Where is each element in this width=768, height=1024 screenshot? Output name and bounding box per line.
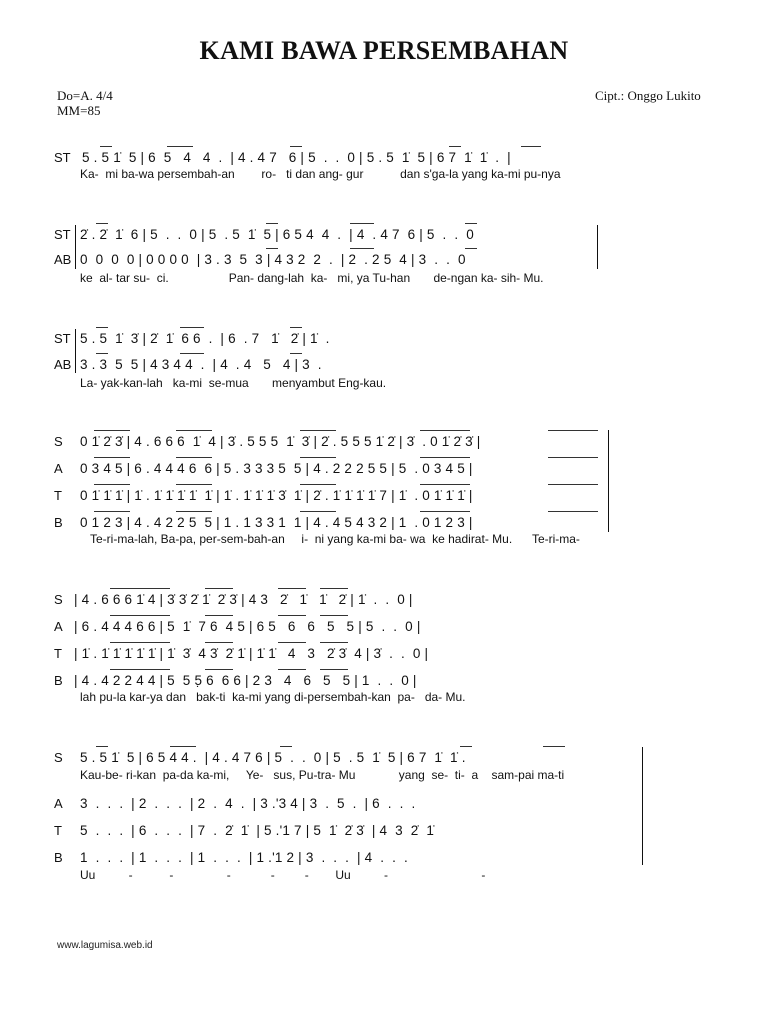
lyrics-soprano: Kau-be- ri-kan pa-da ka-mi, Ye- sus, Pu-tra- Mu yang se- ti- a sam-pai ma-ti bbox=[80, 768, 565, 782]
notes-soprano: 0 1̇ 2̇ 3̇ | 4 . 6 6 6 1̇ 4 | 3̇ . 5 5 5 1̇ 3̇ | 2̇ . 5 5 5 1̇ 2̇ | 3̇ . 0 1̇ 2̇ 3̇ | bbox=[80, 434, 481, 449]
beam-line bbox=[300, 457, 336, 458]
beam-line bbox=[96, 353, 108, 354]
voice-label-t: T bbox=[54, 488, 62, 503]
beam-line bbox=[176, 484, 212, 485]
notes-bass: 0 1 2 3 | 4 . 4 2 2 5 5 | 1 . 1 3 3 1 1 | 4 . 4 5 4 3 2 | 1 . 0 1 2 3 | bbox=[80, 515, 473, 530]
voice-label-b: B bbox=[54, 673, 63, 688]
song-title: KAMI BAWA PERSEMBAHAN bbox=[199, 36, 569, 65]
notes-st: 5 . 5 1̇ 3̇ | 2̇ 1̇ 6 6 . | 6 . 7 1̇ 2̇ | 1̇ . bbox=[80, 331, 330, 346]
beam-line bbox=[300, 484, 336, 485]
beam-line bbox=[320, 669, 348, 670]
beam-line bbox=[290, 353, 302, 354]
beam-line bbox=[205, 615, 233, 616]
notes-soprano: 5 . 5 1̇ 5 | 6 5 4 4 . | 4 . 4 7 6 | 5 . . 0 | 5 . 5 1̇ 5 | 6 7 1̇ 1̇ . bbox=[80, 750, 466, 765]
beam-line bbox=[420, 484, 470, 485]
beam-line bbox=[170, 746, 196, 747]
beam-line bbox=[420, 511, 470, 512]
voice-label-st: ST bbox=[54, 227, 71, 242]
beam-line bbox=[290, 146, 302, 147]
bar-line bbox=[597, 225, 598, 269]
beam-line bbox=[320, 615, 348, 616]
lyrics-line: lah pu-la kar-ya dan bak-ti ka-mi yang di-persembah-kan pa- da- Mu. bbox=[80, 690, 466, 704]
beam-line bbox=[350, 223, 374, 224]
beam-line bbox=[320, 642, 348, 643]
beam-line bbox=[548, 430, 598, 431]
beam-line bbox=[420, 457, 470, 458]
beam-line bbox=[280, 746, 292, 747]
beam-line bbox=[548, 511, 598, 512]
beam-line bbox=[320, 588, 348, 589]
beam-line bbox=[110, 615, 170, 616]
voice-label-st: ST bbox=[54, 331, 71, 346]
notes-tenor: 0 1̇ 1̇ 1̇ | 1̇ . 1̇ 1̇ 1̇ 1̇ 1̇ | 1̇ . 1̇ 1̇ 1̇ 3̇ 1̇ | 2̇ . 1̇ 1̇ 1̇ 1̇ 7 | 1̇ . 0 1̇ 1̇ 1̇ | bbox=[80, 488, 473, 503]
notes-alto: 3 . . . | 2 . . . | 2 . 4 . | 3 .'3 4 | 3 . 5 . | 6 . . . bbox=[80, 796, 416, 811]
beam-line bbox=[176, 430, 212, 431]
bar-line bbox=[75, 225, 76, 269]
beam-line bbox=[521, 146, 541, 147]
beam-line bbox=[290, 327, 302, 328]
beam-line bbox=[420, 430, 470, 431]
beam-line bbox=[94, 457, 130, 458]
notes-soprano: | 4 . 6 6 6 1̇ 4 | 3̇ 3̇ 2̇ 1̇ 2̇ 3̇ | 4 3 2̇ 1̇ 1̇ 2̇ | 1̇ . . 0 | bbox=[74, 592, 413, 607]
beam-line bbox=[180, 353, 204, 354]
voice-label-s: S bbox=[54, 750, 63, 765]
lyrics-line: La- yak-kan-lah ka-mi se-mua menyambut Eng-kau. bbox=[80, 376, 387, 390]
beam-line bbox=[110, 642, 170, 643]
voice-label-b: B bbox=[54, 850, 63, 865]
voice-label-s: S bbox=[54, 592, 63, 607]
beam-line bbox=[176, 511, 212, 512]
beam-line bbox=[205, 642, 233, 643]
tempo-marking: MM=85 bbox=[57, 103, 101, 118]
notes-alto: 0 3 4 5 | 6 . 4 4 4 6 6 | 5 . 3 3 3 5 5 | 4 . 2 2 2 5 5 | 5 . 0 3 4 5 | bbox=[80, 461, 473, 476]
beam-line bbox=[465, 223, 477, 224]
beam-line bbox=[266, 223, 278, 224]
voice-label-s: S bbox=[54, 434, 63, 449]
beam-line bbox=[100, 146, 112, 147]
bar-line bbox=[608, 430, 609, 532]
beam-line bbox=[548, 484, 598, 485]
notes-tenor: 5 . . . | 6 . . . | 7 . 2̇ 1̇ | 5 .'1 7 | 5 1̇ 2̇ 3̇ | 4 3 2̇ 1̇ bbox=[80, 823, 435, 838]
voice-label-st: ST bbox=[54, 150, 71, 165]
notes-ab: 3 . 3 5 5 | 4 3 4 4 . | 4 . 4 5 4 | 3 . bbox=[80, 357, 322, 372]
lyrics-line: Te-ri-ma-lah, Ba-pa, per-sem-bah-an i- ni yang ka-mi ba- wa ke hadirat- Mu. Te-ri-ma- bbox=[90, 532, 580, 546]
notes-tenor: | 1̇ . 1̇ 1̇ 1̇ 1̇ 1̇ | 1̇ 3̇ 4 3̇ 2̇ 1̇ | 1̇ 1̇ 4 3 2̇ 3̇ 4 | 3̇ . . 0 | bbox=[74, 646, 429, 661]
notes-ab: 0 0 0 0 | 0 0 0 0 | 3 . 3 5 3 | 4 3 2 2 . | 2 . 2 5 4 | 3 . . 0 bbox=[80, 252, 466, 267]
beam-line bbox=[460, 746, 472, 747]
beam-line bbox=[449, 146, 461, 147]
beam-line bbox=[278, 642, 306, 643]
beam-line bbox=[300, 511, 336, 512]
website-footer: www.lagumisa.web.id bbox=[57, 940, 153, 951]
key-signature: Do=A. 4/4 bbox=[57, 88, 113, 103]
beam-line bbox=[94, 484, 130, 485]
beam-line bbox=[205, 588, 233, 589]
beam-line bbox=[96, 746, 108, 747]
voice-label-b: B bbox=[54, 515, 63, 530]
beam-line bbox=[96, 327, 108, 328]
beam-line bbox=[110, 588, 170, 589]
composer-credit: Cipt.: Onggo Lukito bbox=[595, 88, 701, 103]
beam-line bbox=[278, 615, 306, 616]
beam-line bbox=[180, 327, 204, 328]
beam-line bbox=[548, 457, 598, 458]
bar-line bbox=[642, 747, 643, 865]
beam-line bbox=[110, 669, 170, 670]
voice-label-ab: AB bbox=[54, 357, 72, 372]
beam-line bbox=[465, 248, 477, 249]
voice-label-a: A bbox=[54, 796, 63, 811]
beam-line bbox=[167, 146, 193, 147]
beam-line bbox=[543, 746, 565, 747]
notes-st: 5 . 5 1̇ 5 | 6 5 4 4 . | 4 . 4 7 6 | 5 . . 0 | 5 . 5 1̇ 5 | 6 7 1̇ 1̇ . | bbox=[82, 150, 511, 165]
voice-label-t: T bbox=[54, 823, 62, 838]
beam-line bbox=[278, 669, 306, 670]
notes-bass: | 4 . 4 2 2 4 4 | 5 5 5̣ 6 6 6 | 2 3 4 6 5 5 | 1 . . 0 | bbox=[74, 673, 417, 688]
beam-line bbox=[266, 248, 278, 249]
beam-line bbox=[96, 223, 108, 224]
beam-line bbox=[278, 588, 306, 589]
voice-label-t: T bbox=[54, 646, 62, 661]
notes-st: 2̇ . 2̇ 1̇ 6 | 5 . . 0 | 5 . 5 1̇ 5 | 6 5 4 4 . | 4 . 4 7 6 | 5 . . 0 bbox=[80, 227, 474, 242]
voice-label-ab: AB bbox=[54, 252, 72, 267]
beam-line bbox=[300, 430, 336, 431]
voice-label-a: A bbox=[54, 619, 63, 634]
lyrics-line: Ka- mi ba-wa persembah-an ro- ti dan ang- gur dan s'ga-la yang ka-mi pu-nya bbox=[80, 167, 561, 181]
lyrics-bass: Uu - - - - - Uu - - bbox=[80, 868, 486, 882]
beam-line bbox=[94, 511, 130, 512]
lyrics-line: ke al- tar su- ci. Pan- dang-lah ka- mi, ya Tu-han de-ngan ka- sih- Mu. bbox=[80, 271, 544, 285]
beam-line bbox=[94, 430, 130, 431]
notes-bass: 1 . . . | 1 . . . | 1 . . . | 1 .'1 2 | 3 . . . | 4 . . . bbox=[80, 850, 408, 865]
notes-alto: | 6 . 4 4 4 6 6 | 5 1̇ 7 6 4 5 | 6 5 6 6 5 5 | 5 . . 0 | bbox=[74, 619, 421, 634]
beam-line bbox=[176, 457, 212, 458]
voice-label-a: A bbox=[54, 461, 63, 476]
beam-line bbox=[205, 669, 233, 670]
beam-line bbox=[350, 248, 374, 249]
bar-line bbox=[75, 329, 76, 373]
